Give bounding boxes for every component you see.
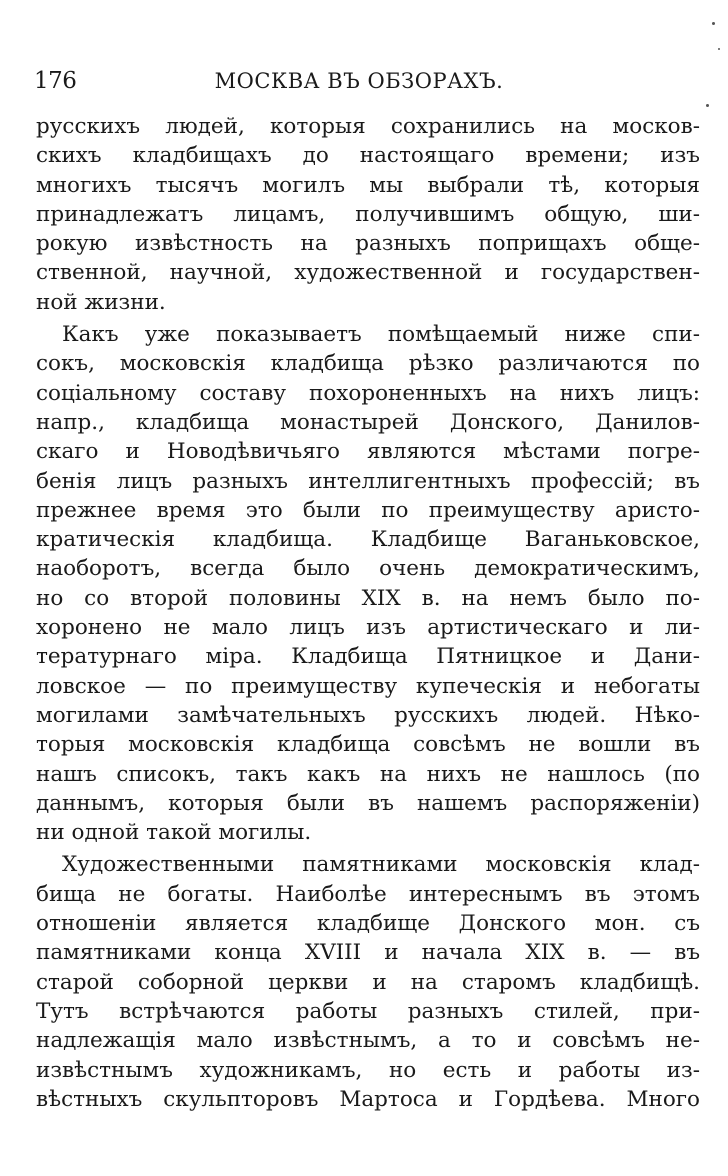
text-line: Тутъ встрѣчаются работы разныхъ стилей, при-: [36, 998, 700, 1024]
text-line: хоронено не мало лицъ изъ артистическаго и ли-: [36, 615, 700, 641]
page-header: [34, 66, 684, 96]
text-line: русскихъ людей, которыя сохранились на москов-: [36, 114, 700, 139]
text-line: скихъ кладбищахъ до настоящаго времени; изъ: [36, 143, 700, 169]
text-line: принадлежатъ лицамъ, получившимъ общую, ши-: [36, 201, 700, 227]
paragraph-1: [36, 112, 700, 317]
text-line: старой соборной церкви и на старомъ кладбищѣ.: [36, 969, 700, 995]
text-line: многихъ тысячъ могилъ мы выбрали тѣ, которыя: [36, 172, 700, 198]
paragraph-3: [36, 850, 700, 1114]
text-line: извѣстнымъ художникамъ, но есть и работы из-: [36, 1057, 700, 1083]
body-text: [36, 112, 700, 1114]
scan-speck: [718, 48, 720, 50]
text-line: бенія лицъ разныхъ интеллигентныхъ профессій; въ: [36, 468, 700, 494]
text-line: даннымъ, которыя были въ нашемъ распоряженіи): [36, 790, 700, 816]
text-line: торыя московскія кладбища совсѣмъ не вошли въ: [36, 732, 700, 758]
text-line: нашъ списокъ, такъ какъ на нихъ не нашлось (по: [36, 761, 700, 787]
text-line: вѣстныхъ скульпторовъ Мартоса и Гордѣева. Много: [36, 1086, 700, 1112]
text-line: ной жизни.: [36, 289, 166, 315]
scan-speck: [712, 22, 715, 25]
text-line: ловское — по преимуществу купеческія и небогаты: [36, 673, 700, 699]
text-line: тературнаго міра. Кладбища Пятницкое и Дани-: [36, 644, 700, 670]
text-line: сокъ, московскія кладбища рѣзко различаются по: [36, 351, 700, 377]
text-line: ни одной такой могилы.: [36, 820, 312, 846]
text-line: ственной, научной, художественной и государствен-: [36, 260, 700, 286]
paragraph-2: [36, 320, 700, 847]
running-title: МОСКВА ВЪ ОБЗОРАХЪ.: [214, 69, 504, 93]
text-line: надлежащія мало извѣстнымъ, а то и совсѣмъ не-: [36, 1028, 700, 1054]
text-line: напр., кладбища монастырей Донского, Данилов-: [36, 409, 700, 435]
text-line: кратическія кладбища. Кладбище Ваганьковское,: [36, 527, 700, 553]
text-line: прежнее время это были по преимуществу аристо-: [36, 497, 700, 523]
text-line: памятниками конца XVIII и начала XIX в. — въ: [36, 940, 700, 966]
text-line: отношеніи является кладбище Донского мон. съ: [36, 911, 700, 937]
text-line: рокую извѣстность на разныхъ поприщахъ обще-: [36, 231, 700, 257]
text-line: бища не богаты. Наиболѣе интереснымъ въ этомъ: [36, 881, 700, 907]
text-line: могилами замѣчательныхъ русскихъ людей. Нѣко-: [36, 702, 700, 728]
text-line: скаго и Новодѣвичьяго являются мѣстами погре-: [36, 439, 700, 465]
page-number: 176: [34, 68, 77, 94]
text-line: Какъ уже показываетъ помѣщаемый ниже спи-: [62, 322, 700, 348]
text-line: наоборотъ, всегда было очень демократическимъ,: [36, 556, 700, 582]
text-line: соціальному составу похороненныхъ на нихъ лицъ:: [36, 380, 700, 406]
scan-speck: [706, 104, 709, 107]
text-line: Художественными памятниками московскія клад-: [62, 852, 700, 878]
text-line: но со второй половины XIX в. на немъ было по-: [36, 585, 700, 611]
